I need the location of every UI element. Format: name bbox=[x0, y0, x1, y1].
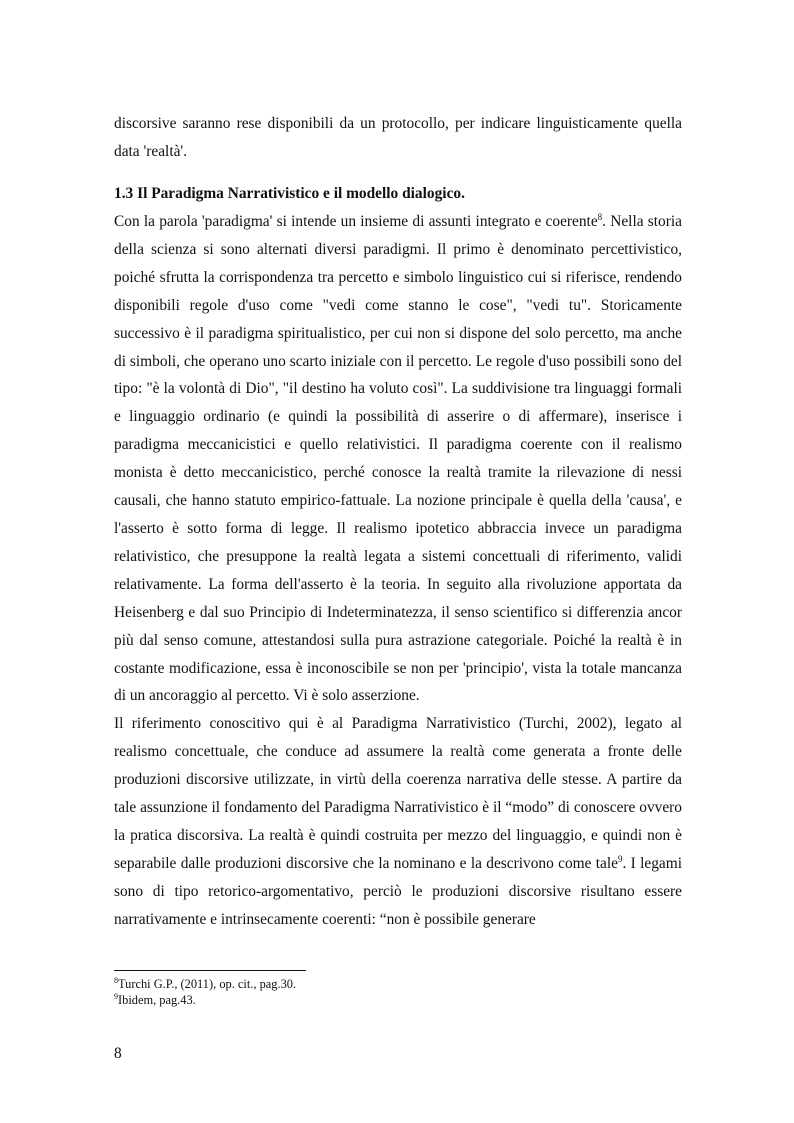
footnote-divider bbox=[114, 970, 306, 971]
footnote-8 bbox=[114, 976, 682, 992]
footnote-8-number: 8 bbox=[114, 975, 118, 985]
footnote-9-number: 9 bbox=[114, 991, 118, 1001]
footnote-9-text: Ibidem, pag.43. bbox=[118, 993, 196, 1007]
paragraph-riferimento-start: Il riferimento conoscitivo qui è al Paradigma Narrativistico (Turchi, 2002), legato al realismo concettuale, che conduce ad assumere la realtà come generata a fronte delle produzioni discorsive utilizzate, in virtù della coerenza narrativa delle stesse. A partire da tale assunzione il fondamento del Paradigma Narrativistico è il “modo” di conoscere ovvero la pratica discorsiva. La realtà è quindi costruita per mezzo del linguaggio, e quindi non è separabile dalle produzioni discorsive che la nominano e la descrivono come tale bbox=[114, 715, 682, 872]
footnote-ref-9[interactable]: 9 bbox=[617, 853, 623, 864]
section-1-3 bbox=[114, 180, 682, 934]
footnote-8-text: Turchi G.P., (2011), op. cit., pag.30. bbox=[118, 977, 297, 991]
page-number: 8 bbox=[114, 1045, 122, 1062]
intro-text: discorsive saranno rese disponibili da un protocollo, per indicare linguisticamente quella data 'realtà'. bbox=[114, 115, 682, 160]
footnote-9 bbox=[114, 992, 682, 1008]
footnote-ref-8[interactable]: 8 bbox=[597, 211, 603, 222]
intro-paragraph bbox=[114, 110, 682, 166]
paragraph-paradigma bbox=[114, 208, 682, 710]
paragraph-paradigma-rest: . Nella storia della scienza si sono alternati diversi paradigmi. Il primo è denominato percettivistico, poiché sfrutta la corrispondenza tra percetto e simbolo linguistico cui si riferisce, rendendo disponibili regole d'uso come "vedi come stanno le cose", "vedi tu". Storicamente successivo è il paradigma spiritualistico, per cui non si dispone del solo percetto, ma anche di simboli, che operano uno scarto iniziale con il percetto. Le regole d'uso possibili sono del tipo: "è la volontà di Dio", "il destino ha voluto così". La suddivisione tra linguaggi formali e linguaggio ordinario (e quindi la possibilità di asserire o di affermare), inserisce i paradigma meccanicistici e quello relativistici. Il paradigma coerente con il realismo monista è detto meccanicistico, perché conosce la realtà tramite la rilevazione di nessi causali, che hanno statuto empirico-fattuale. La nozione principale è quella della 'causa', e l'asserto è sotto forma di legge. Il realismo ipotetico abbraccia invece un paradigma relativistico, che presuppone la realtà legata a sistemi concettuali di riferimento, validi relativamente. La forma dell'asserto è la teoria. In seguito alla rivoluzione apportata da Heisenberg e dal suo Principio di Indeterminatezza, il senso scientifico si differenzia ancor più dal senso comune, attestandosi sulla pura astrazione categoriale. Poiché la realtà è in costante modificazione, essa è inconoscibile se non per 'principio', vista la totale mancanza di un ancoraggio al percetto. Vi è solo asserzione. bbox=[114, 213, 682, 705]
section-heading: 1.3 Il Paradigma Narrativistico e il modello dialogico. bbox=[114, 185, 465, 202]
footnotes bbox=[114, 976, 682, 1008]
paragraph-riferimento-rest: . I legami sono di tipo retorico-argomentativo, perciò le produzioni discorsive risultano essere narrativamente e intrinsecamente coerenti: “non è possibile generare bbox=[114, 854, 682, 928]
paragraph-paradigma-start: Con la parola 'paradigma' si intende un insieme di assunti integrato e coerente bbox=[114, 213, 598, 230]
paragraph-riferimento bbox=[114, 710, 682, 933]
